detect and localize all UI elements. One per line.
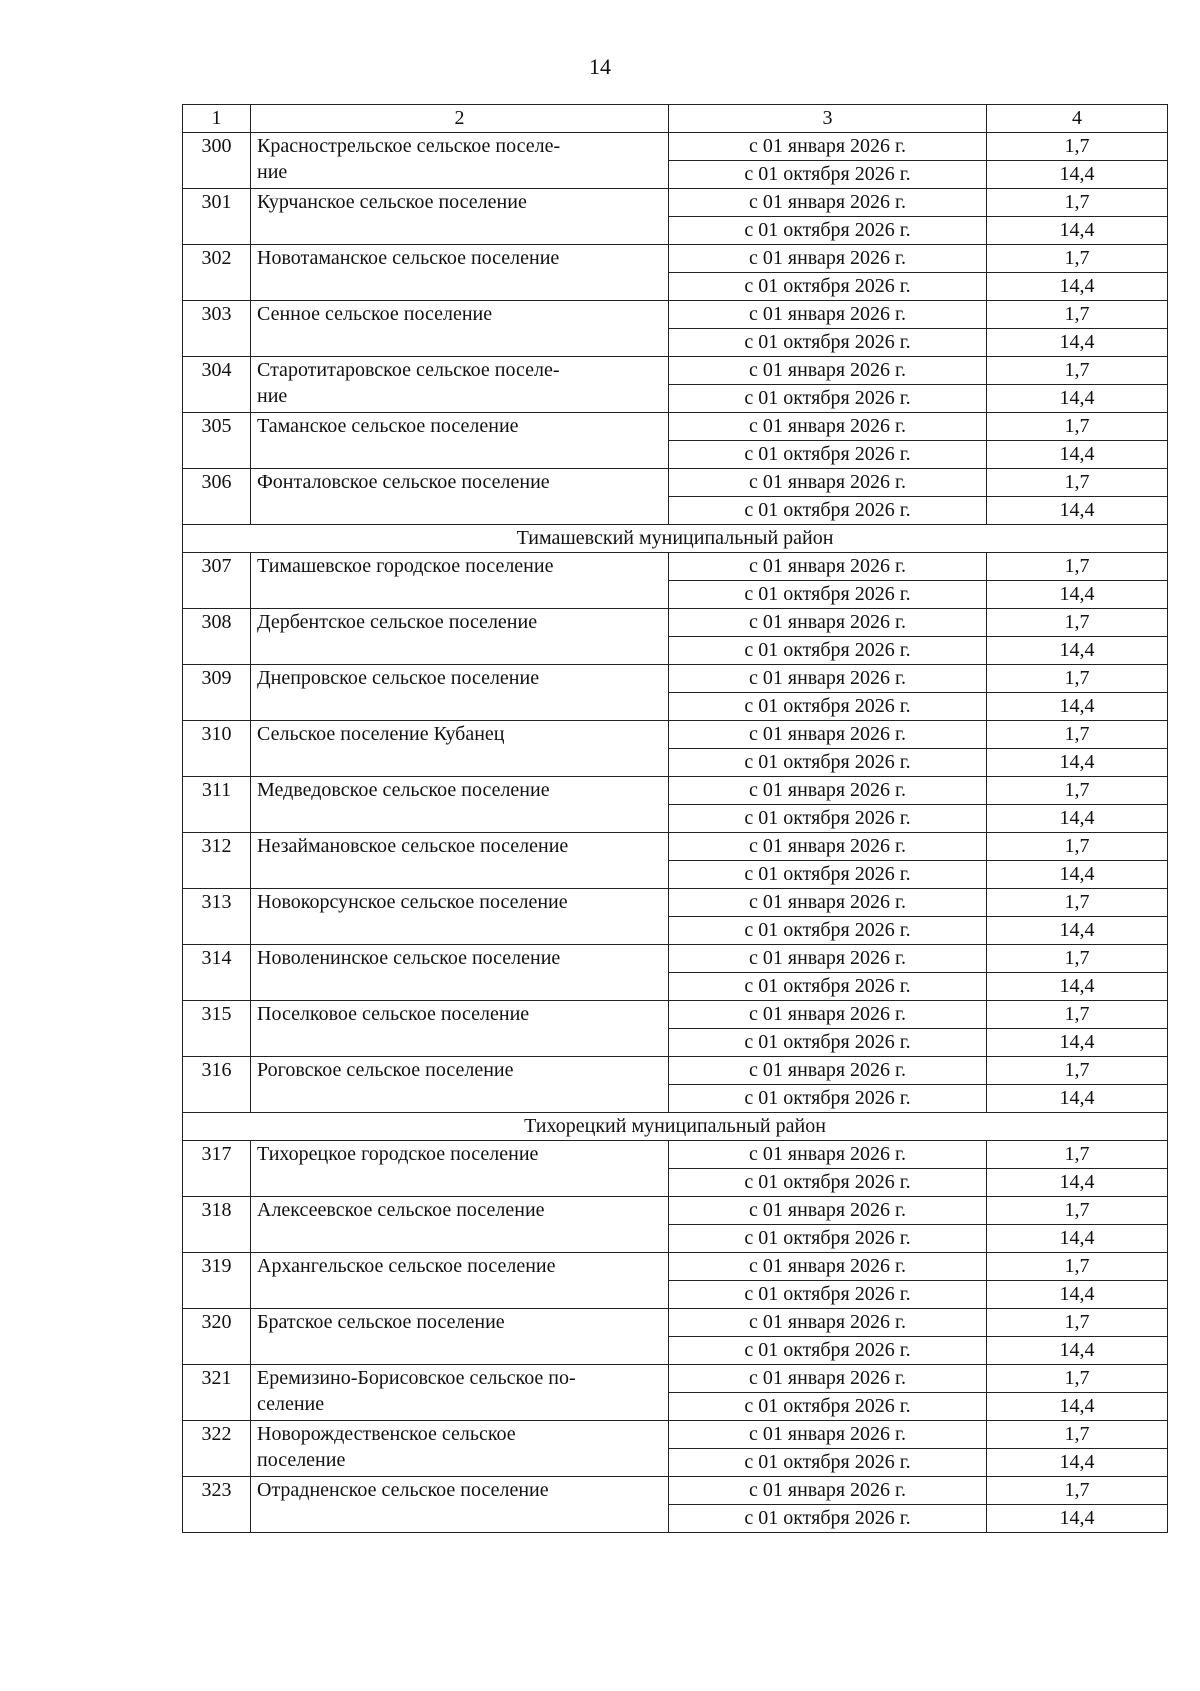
effective-date: с 01 января 2026 г. [669,1253,987,1281]
tariff-table [182,104,1168,1533]
rate-value: 1,7 [987,1309,1168,1337]
table-row [183,553,1168,581]
rate-value: 14,4 [987,917,1168,945]
effective-date: с 01 января 2026 г. [669,833,987,861]
row-number: 321 [183,1365,251,1421]
rate-value: 14,4 [987,1505,1168,1533]
rate-value: 14,4 [987,217,1168,245]
row-number: 314 [183,945,251,1001]
effective-date: с 01 января 2026 г. [669,777,987,805]
row-number: 307 [183,553,251,609]
rate-value: 14,4 [987,861,1168,889]
table-row [183,1197,1168,1225]
header-cell: 4 [987,105,1168,133]
rate-value: 1,7 [987,301,1168,329]
table-row [183,609,1168,637]
table-row [183,777,1168,805]
effective-date: с 01 октября 2026 г. [669,161,987,189]
rate-value: 1,7 [987,189,1168,217]
effective-date: с 01 января 2026 г. [669,553,987,581]
effective-date: с 01 января 2026 г. [669,1197,987,1225]
settlement-name: Днепровское сельское поселение [251,665,669,721]
rate-value: 14,4 [987,329,1168,357]
effective-date: с 01 октября 2026 г. [669,1449,987,1477]
district-header-row [183,525,1168,553]
rate-value: 1,7 [987,1141,1168,1169]
effective-date: с 01 января 2026 г. [669,1477,987,1505]
table-row [183,1057,1168,1085]
table-row [183,357,1168,385]
effective-date: с 01 октября 2026 г. [669,497,987,525]
settlement-name: Поселковое сельское поселение [251,1001,669,1057]
effective-date: с 01 января 2026 г. [669,1309,987,1337]
rate-value: 14,4 [987,1449,1168,1477]
header-cell: 1 [183,105,251,133]
row-number: 313 [183,889,251,945]
row-number: 308 [183,609,251,665]
rate-value: 1,7 [987,1253,1168,1281]
effective-date: с 01 января 2026 г. [669,357,987,385]
table-row [183,721,1168,749]
effective-date: с 01 октября 2026 г. [669,273,987,301]
table-row [183,1141,1168,1169]
row-number: 302 [183,245,251,301]
row-number: 310 [183,721,251,777]
rate-value: 14,4 [987,581,1168,609]
rate-value: 14,4 [987,1085,1168,1113]
header-cell: 2 [251,105,669,133]
rate-value: 14,4 [987,161,1168,189]
table-row [183,1309,1168,1337]
row-number: 301 [183,189,251,245]
rate-value: 1,7 [987,777,1168,805]
header-cell: 3 [669,105,987,133]
row-number: 317 [183,1141,251,1197]
effective-date: с 01 октября 2026 г. [669,1085,987,1113]
effective-date: с 01 октября 2026 г. [669,1505,987,1533]
table-row [183,413,1168,441]
settlement-name: Братское сельское поселение [251,1309,669,1365]
rate-value: 14,4 [987,1337,1168,1365]
settlement-name: Новорождественское сельское поселение [251,1421,669,1477]
rate-value: 1,7 [987,721,1168,749]
effective-date: с 01 октября 2026 г. [669,693,987,721]
row-number: 316 [183,1057,251,1113]
effective-date: с 01 октября 2026 г. [669,805,987,833]
table-row [183,133,1168,161]
row-number: 306 [183,469,251,525]
rate-value: 14,4 [987,1169,1168,1197]
row-number: 315 [183,1001,251,1057]
rate-value: 1,7 [987,889,1168,917]
effective-date: с 01 октября 2026 г. [669,441,987,469]
settlement-name: Сельское поселение Кубанец [251,721,669,777]
effective-date: с 01 января 2026 г. [669,945,987,973]
row-number: 323 [183,1477,251,1533]
effective-date: с 01 января 2026 г. [669,189,987,217]
effective-date: с 01 января 2026 г. [669,1001,987,1029]
settlement-name: Красностpельское сельское поселе- ние [251,133,669,189]
rate-value: 1,7 [987,1421,1168,1449]
row-number: 311 [183,777,251,833]
rate-value: 1,7 [987,833,1168,861]
rate-value: 14,4 [987,497,1168,525]
rate-value: 1,7 [987,1197,1168,1225]
effective-date: с 01 января 2026 г. [669,609,987,637]
effective-date: с 01 января 2026 г. [669,1365,987,1393]
settlement-name: Фонталовское сельское поселение [251,469,669,525]
row-number: 320 [183,1309,251,1365]
effective-date: с 01 октября 2026 г. [669,217,987,245]
district-title: Тимашевский муниципальный район [183,525,1168,553]
table-header-row [183,105,1168,133]
effective-date: с 01 октября 2026 г. [669,749,987,777]
row-number: 309 [183,665,251,721]
settlement-name: Тимашевское городское поселение [251,553,669,609]
settlement-name: Новоленинское сельское поселение [251,945,669,1001]
rate-value: 14,4 [987,973,1168,1001]
row-number: 303 [183,301,251,357]
effective-date: с 01 января 2026 г. [669,469,987,497]
table-row [183,1365,1168,1393]
rate-value: 1,7 [987,413,1168,441]
rate-value: 1,7 [987,357,1168,385]
effective-date: с 01 октября 2026 г. [669,1281,987,1309]
rate-value: 1,7 [987,1365,1168,1393]
rate-value: 14,4 [987,441,1168,469]
rate-value: 14,4 [987,805,1168,833]
row-number: 319 [183,1253,251,1309]
effective-date: с 01 января 2026 г. [669,889,987,917]
table-row [183,245,1168,273]
settlement-name: Новокорсунское сельское поселение [251,889,669,945]
table-row [183,1001,1168,1029]
effective-date: с 01 октября 2026 г. [669,1225,987,1253]
effective-date: с 01 января 2026 г. [669,133,987,161]
row-number: 322 [183,1421,251,1477]
effective-date: с 01 октября 2026 г. [669,917,987,945]
rate-value: 1,7 [987,1001,1168,1029]
district-header-row [183,1113,1168,1141]
effective-date: с 01 января 2026 г. [669,665,987,693]
settlement-name: Архангельское сельское поселение [251,1253,669,1309]
effective-date: с 01 января 2026 г. [669,1141,987,1169]
effective-date: с 01 октября 2026 г. [669,1029,987,1057]
settlement-name: Роговское сельское поселение [251,1057,669,1113]
rate-value: 1,7 [987,133,1168,161]
row-number: 312 [183,833,251,889]
effective-date: с 01 октября 2026 г. [669,861,987,889]
rate-value: 14,4 [987,693,1168,721]
row-number: 318 [183,1197,251,1253]
settlement-name: Алексеевское сельское поселение [251,1197,669,1253]
table-row [183,1477,1168,1505]
table-body [183,105,1168,1533]
table-row [183,301,1168,329]
settlement-name: Курчанское сельское поселение [251,189,669,245]
settlement-name: Таманское сельское поселение [251,413,669,469]
effective-date: с 01 января 2026 г. [669,721,987,749]
effective-date: с 01 октября 2026 г. [669,1169,987,1197]
effective-date: с 01 октября 2026 г. [669,385,987,413]
effective-date: с 01 января 2026 г. [669,245,987,273]
rate-value: 1,7 [987,665,1168,693]
effective-date: с 01 октября 2026 г. [669,973,987,1001]
effective-date: с 01 октября 2026 г. [669,1393,987,1421]
settlement-name: Тихорецкое городское поселение [251,1141,669,1197]
settlement-name: Новотаманское сельское поселение [251,245,669,301]
table-row [183,889,1168,917]
rate-value: 1,7 [987,553,1168,581]
effective-date: с 01 января 2026 г. [669,1057,987,1085]
rate-value: 14,4 [987,637,1168,665]
table-row [183,189,1168,217]
rate-value: 1,7 [987,1477,1168,1505]
settlement-name: Отрадненское сельское поселение [251,1477,669,1533]
settlement-name: Старотитаровское сельское поселе- ние [251,357,669,413]
effective-date: с 01 октября 2026 г. [669,329,987,357]
effective-date: с 01 января 2026 г. [669,1421,987,1449]
row-number: 305 [183,413,251,469]
settlement-name: Медведовское сельское поселение [251,777,669,833]
table-row [183,665,1168,693]
effective-date: с 01 октября 2026 г. [669,581,987,609]
table-row [183,469,1168,497]
rate-value: 1,7 [987,469,1168,497]
rate-value: 14,4 [987,1029,1168,1057]
settlement-name: Незаймановское сельское поселение [251,833,669,889]
rate-value: 1,7 [987,245,1168,273]
rate-value: 14,4 [987,1281,1168,1309]
rate-value: 14,4 [987,1225,1168,1253]
page-number: 14 [589,54,611,79]
effective-date: с 01 января 2026 г. [669,413,987,441]
settlement-name: Дербентское сельское поселение [251,609,669,665]
effective-date: с 01 января 2026 г. [669,301,987,329]
effective-date: с 01 октября 2026 г. [669,1337,987,1365]
table-row [183,945,1168,973]
district-title: Тихорецкий муниципальный район [183,1113,1168,1141]
rate-value: 1,7 [987,945,1168,973]
settlement-name: Еремизино-Борисовское сельское по- селение [251,1365,669,1421]
table-row [183,1421,1168,1449]
rate-value: 14,4 [987,273,1168,301]
row-number: 304 [183,357,251,413]
table-row [183,1253,1168,1281]
settlement-name: Сенное сельское поселение [251,301,669,357]
rate-value: 1,7 [987,1057,1168,1085]
row-number: 300 [183,133,251,189]
effective-date: с 01 октября 2026 г. [669,637,987,665]
rate-value: 14,4 [987,749,1168,777]
rate-value: 14,4 [987,1393,1168,1421]
rate-value: 14,4 [987,385,1168,413]
rate-value: 1,7 [987,609,1168,637]
table-row [183,833,1168,861]
